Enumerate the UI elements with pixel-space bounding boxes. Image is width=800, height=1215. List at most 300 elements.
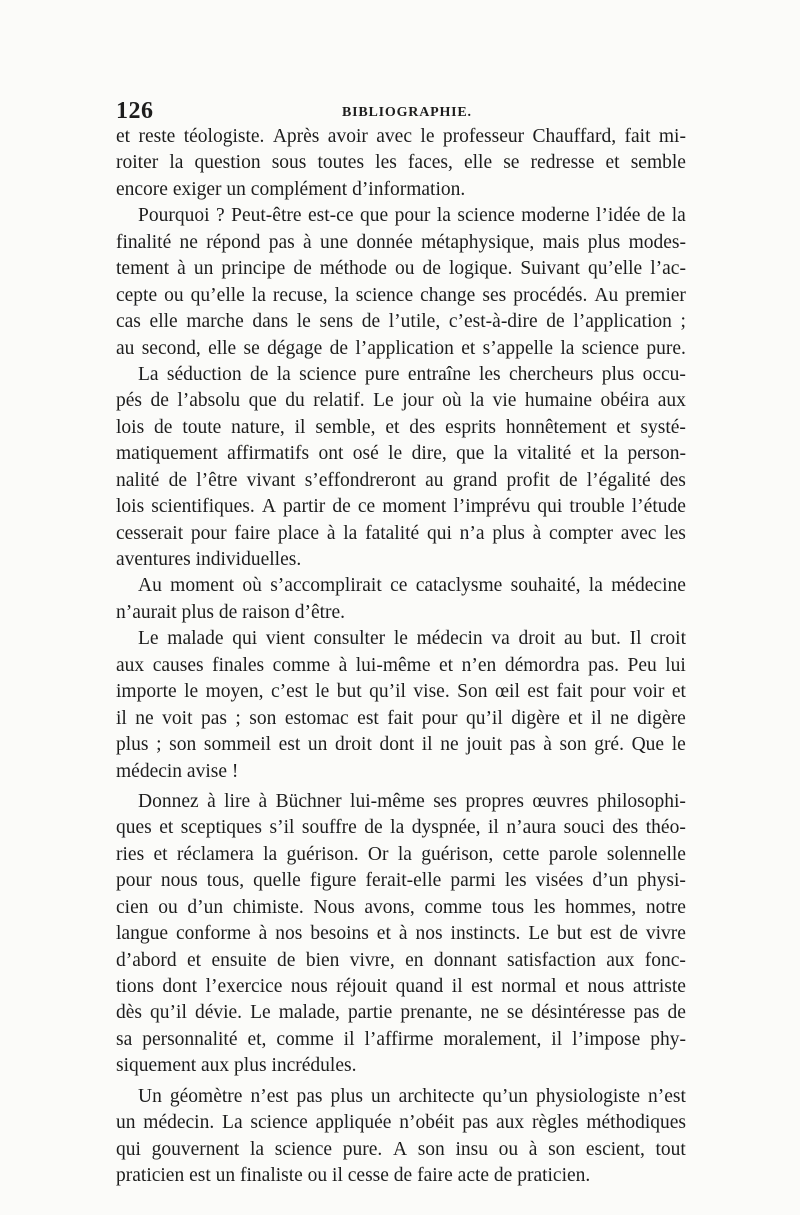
word: la bbox=[560, 337, 575, 359]
word: l’être bbox=[196, 469, 238, 491]
word: de bbox=[667, 1002, 686, 1024]
word: le bbox=[184, 681, 199, 703]
word: la bbox=[251, 284, 266, 306]
text-line bbox=[116, 1000, 686, 1026]
word: une bbox=[320, 231, 349, 253]
word: au bbox=[116, 337, 135, 359]
word: but bbox=[336, 681, 362, 703]
word: son bbox=[417, 1138, 445, 1160]
word: vivre, bbox=[349, 949, 395, 971]
word: dyspnée, bbox=[411, 817, 481, 839]
word: un bbox=[116, 1112, 136, 1134]
word: partir bbox=[283, 496, 326, 518]
word: parmi bbox=[450, 870, 496, 892]
word: de bbox=[332, 496, 351, 518]
text-line bbox=[116, 653, 686, 679]
word: n’a bbox=[459, 522, 485, 544]
text-line: aventures individuelles. bbox=[116, 549, 302, 570]
word: et bbox=[580, 443, 595, 465]
text-line bbox=[116, 441, 686, 467]
word: pour bbox=[394, 205, 431, 227]
word: mi- bbox=[658, 126, 686, 147]
word: elle bbox=[463, 152, 493, 174]
word: obéira bbox=[600, 390, 650, 412]
word: elle bbox=[149, 311, 178, 333]
word: lui-même bbox=[355, 654, 431, 676]
word: désintéresse bbox=[531, 1002, 626, 1024]
word: pas bbox=[633, 1002, 660, 1024]
word: des bbox=[612, 817, 639, 839]
word: normal bbox=[501, 976, 557, 997]
word: et bbox=[116, 126, 131, 147]
word: moment bbox=[170, 575, 235, 597]
word: un bbox=[193, 258, 214, 280]
word: semble, bbox=[315, 416, 376, 438]
word: est bbox=[527, 681, 549, 703]
word: lois bbox=[116, 496, 145, 518]
text-line bbox=[116, 415, 686, 441]
word: Büchner bbox=[275, 790, 342, 812]
word: les bbox=[375, 152, 397, 174]
word: finalité bbox=[116, 231, 172, 253]
word: dévie. bbox=[194, 1002, 243, 1024]
word: attriste bbox=[632, 976, 686, 997]
word: Le bbox=[138, 628, 159, 650]
word: nos bbox=[415, 923, 443, 945]
text-line bbox=[116, 230, 686, 256]
word: répond bbox=[206, 231, 261, 253]
word: le bbox=[388, 443, 403, 465]
text-line: praticien est un finaliste ou il cesse de faire acte de praticien. bbox=[116, 1165, 591, 1187]
word: science bbox=[355, 284, 414, 306]
word: entraîne bbox=[407, 363, 471, 385]
word: un bbox=[307, 734, 328, 756]
word: phy- bbox=[650, 1028, 686, 1050]
word: pas bbox=[296, 1085, 323, 1107]
word: se bbox=[503, 152, 520, 174]
word: ou bbox=[158, 896, 178, 918]
word: œil bbox=[494, 681, 520, 703]
word: jouit bbox=[466, 734, 502, 756]
word: dont bbox=[162, 976, 198, 997]
word: un bbox=[371, 1085, 391, 1107]
word: qui bbox=[537, 496, 563, 518]
word: lire bbox=[224, 790, 251, 812]
word: où bbox=[242, 575, 262, 597]
word: plus bbox=[116, 734, 149, 756]
word: plus bbox=[330, 1085, 363, 1107]
word: ce bbox=[390, 575, 408, 597]
word: quand bbox=[395, 976, 444, 997]
word: reste bbox=[138, 126, 176, 147]
word: la bbox=[588, 575, 603, 597]
word: la bbox=[276, 363, 291, 385]
word: sceptiques bbox=[180, 817, 263, 839]
word: hommes, bbox=[565, 896, 637, 918]
word: premier bbox=[625, 284, 686, 306]
word: importe bbox=[116, 681, 177, 703]
word: science bbox=[250, 1112, 308, 1134]
word: ques bbox=[116, 817, 152, 839]
word: nous bbox=[587, 976, 625, 997]
word: humaine bbox=[524, 390, 593, 412]
word: souci bbox=[563, 817, 605, 839]
page-number: 126 bbox=[116, 98, 154, 124]
word: pour bbox=[116, 870, 152, 892]
word: vie bbox=[492, 390, 517, 412]
word: change bbox=[420, 284, 476, 306]
word: dont bbox=[379, 734, 415, 756]
word: son bbox=[249, 707, 277, 729]
word: de bbox=[619, 923, 638, 945]
word: l’égalité bbox=[586, 469, 651, 491]
word: marche bbox=[186, 311, 244, 333]
word: toute bbox=[182, 416, 222, 438]
word: dès bbox=[116, 1002, 142, 1024]
word: les bbox=[504, 870, 527, 892]
text-line bbox=[116, 1027, 686, 1053]
word: sous bbox=[271, 152, 307, 174]
word: ne bbox=[480, 1002, 499, 1024]
word: redresse bbox=[530, 152, 595, 174]
word: mais bbox=[542, 231, 580, 253]
word: gouvernent bbox=[151, 1138, 240, 1160]
word: partie bbox=[347, 1002, 393, 1024]
word: Donnez bbox=[138, 790, 199, 812]
word: causes bbox=[152, 654, 204, 676]
word: comme bbox=[272, 654, 331, 676]
word: se bbox=[506, 1002, 524, 1024]
text-line bbox=[116, 1084, 686, 1110]
word: pas bbox=[200, 707, 227, 729]
word: ses bbox=[433, 790, 458, 812]
word: A bbox=[392, 1138, 408, 1160]
word: sa bbox=[116, 1028, 133, 1050]
word: et bbox=[616, 416, 631, 438]
word: médecin bbox=[416, 628, 483, 650]
word: second, bbox=[141, 337, 201, 359]
word: d’abord bbox=[116, 949, 177, 971]
word: recuse, bbox=[272, 284, 328, 306]
word: ferait-elle bbox=[365, 870, 442, 892]
word: méthode bbox=[319, 258, 387, 280]
word: cesserait bbox=[116, 522, 184, 544]
word: estomac bbox=[284, 707, 349, 729]
word: Au bbox=[594, 284, 619, 306]
word: nalité bbox=[116, 469, 160, 491]
word: le bbox=[315, 681, 330, 703]
word: ou bbox=[498, 1138, 519, 1160]
word: Il bbox=[629, 628, 642, 650]
word: fait bbox=[624, 126, 651, 147]
word: Pourquoi bbox=[138, 205, 210, 227]
text-line bbox=[116, 336, 686, 362]
word: le bbox=[671, 734, 686, 756]
word: la bbox=[470, 390, 485, 412]
word: vivant bbox=[246, 469, 296, 491]
word: de bbox=[364, 817, 383, 839]
word: avoir bbox=[327, 126, 368, 147]
word: la bbox=[493, 443, 508, 465]
word: est bbox=[589, 923, 612, 945]
word: qu’elle bbox=[190, 284, 245, 306]
word: métaphysique, bbox=[421, 231, 535, 253]
word: les bbox=[478, 363, 501, 385]
word: le bbox=[420, 126, 435, 147]
word: à bbox=[338, 654, 348, 676]
word: Peu bbox=[627, 654, 657, 676]
word: person- bbox=[627, 443, 686, 465]
word: œuvres bbox=[532, 790, 589, 812]
word: et bbox=[187, 949, 202, 971]
word: Or bbox=[367, 843, 389, 865]
word: lui-même bbox=[350, 790, 425, 812]
word: c’est bbox=[271, 681, 308, 703]
word: notre bbox=[645, 896, 686, 918]
word: au bbox=[564, 628, 583, 650]
word: il bbox=[488, 817, 499, 839]
word: pas bbox=[462, 1112, 489, 1134]
word: et bbox=[671, 681, 686, 703]
word: science bbox=[299, 363, 357, 385]
word: fatalité bbox=[365, 522, 420, 544]
word: figure bbox=[309, 870, 357, 892]
word: comme bbox=[276, 1028, 334, 1050]
word: fonc- bbox=[644, 949, 686, 971]
word: réclamera bbox=[176, 843, 254, 865]
word: plus bbox=[492, 522, 525, 544]
word: la bbox=[671, 205, 686, 227]
word: science bbox=[274, 1138, 333, 1160]
word: moyen, bbox=[205, 681, 264, 703]
word: Son bbox=[457, 681, 488, 703]
word: qui bbox=[232, 628, 258, 650]
word: aux bbox=[116, 654, 145, 676]
word: ses bbox=[482, 284, 507, 306]
word: et bbox=[159, 817, 174, 839]
word: que bbox=[359, 205, 389, 227]
text-line bbox=[116, 706, 686, 732]
word: insu bbox=[455, 1138, 488, 1160]
word: physiologiste bbox=[535, 1085, 640, 1107]
word: à bbox=[398, 923, 408, 945]
word: dégage bbox=[267, 337, 323, 359]
text-line bbox=[116, 573, 686, 599]
word: l’ac- bbox=[650, 258, 686, 280]
word: qu’elle bbox=[588, 258, 643, 280]
word: souhaité, bbox=[510, 575, 581, 597]
word: parole bbox=[548, 843, 598, 865]
word: les bbox=[533, 896, 556, 918]
word: dans bbox=[252, 311, 289, 333]
word: ries bbox=[116, 843, 145, 865]
text-line: siquement aux plus incrédules. bbox=[116, 1055, 357, 1077]
word: instincts. bbox=[450, 923, 521, 945]
word: Que bbox=[631, 734, 665, 756]
word: vitalité bbox=[517, 443, 572, 465]
word: avec bbox=[620, 522, 657, 544]
text-line bbox=[116, 732, 686, 758]
word: n’est bbox=[648, 1085, 686, 1107]
word: du bbox=[285, 390, 305, 412]
word: de bbox=[154, 416, 173, 438]
word: n’est bbox=[250, 1085, 289, 1107]
word: plus bbox=[601, 363, 635, 385]
word: la bbox=[334, 284, 349, 306]
word: solennelle bbox=[606, 843, 686, 865]
word: médecine bbox=[611, 575, 686, 597]
word: la bbox=[249, 1138, 265, 1160]
word: but bbox=[556, 923, 582, 945]
word: quelle bbox=[253, 870, 301, 892]
word: profit bbox=[506, 469, 550, 491]
word: sens bbox=[319, 311, 354, 333]
word: de bbox=[329, 337, 349, 359]
word: roiter bbox=[116, 152, 159, 174]
word: nous bbox=[290, 976, 328, 997]
word: il bbox=[116, 707, 127, 729]
word: de bbox=[168, 469, 187, 491]
word: il bbox=[451, 976, 463, 997]
text-line bbox=[116, 362, 686, 388]
word: à bbox=[207, 790, 216, 812]
word: Après bbox=[272, 126, 320, 147]
text-line bbox=[116, 842, 686, 868]
word: qu’il bbox=[150, 1002, 187, 1024]
word: principe bbox=[221, 258, 286, 280]
word: ou bbox=[394, 258, 415, 280]
word: dire, bbox=[411, 443, 447, 465]
word: médecin. bbox=[143, 1112, 215, 1134]
word: il bbox=[421, 734, 433, 756]
word: occu- bbox=[642, 363, 686, 385]
word: Un bbox=[138, 1085, 162, 1107]
word: langue bbox=[116, 923, 168, 945]
word: philosophi- bbox=[597, 790, 686, 812]
word: se bbox=[243, 337, 260, 359]
word: osé bbox=[352, 443, 379, 465]
word: science bbox=[581, 337, 640, 359]
word: droit bbox=[518, 628, 556, 650]
word: la bbox=[397, 843, 412, 865]
word: s’effondreront bbox=[304, 469, 416, 491]
word: avec bbox=[376, 126, 412, 147]
word: cette bbox=[502, 843, 540, 865]
word: il bbox=[343, 1028, 355, 1050]
word: semble bbox=[630, 152, 686, 174]
word: faces, bbox=[407, 152, 453, 174]
word: chercheurs bbox=[508, 363, 594, 385]
word: ce bbox=[357, 496, 376, 518]
running-title: BIBLIOGRAPHIE. bbox=[342, 105, 472, 120]
text-line bbox=[116, 679, 686, 705]
word: visées bbox=[535, 870, 584, 892]
word: compter bbox=[549, 522, 613, 544]
word: son bbox=[169, 734, 197, 756]
text-line: encore exiger un complément d’information. bbox=[116, 178, 466, 200]
text-line bbox=[116, 468, 686, 494]
word: croit bbox=[650, 628, 686, 650]
word: est bbox=[278, 734, 301, 756]
word: le bbox=[296, 311, 311, 333]
word: tions bbox=[116, 976, 154, 997]
word: à bbox=[326, 522, 336, 544]
word: place bbox=[277, 522, 320, 544]
word: de bbox=[559, 469, 578, 491]
word: de bbox=[277, 949, 296, 971]
text-line bbox=[116, 815, 686, 841]
text-line: médecin avise ! bbox=[116, 760, 239, 782]
word: procédés. bbox=[513, 284, 588, 306]
word: ne bbox=[610, 707, 629, 729]
word: de bbox=[422, 258, 441, 280]
word: l’absolu bbox=[177, 390, 241, 412]
word: et bbox=[461, 337, 476, 359]
text-line bbox=[116, 974, 686, 1000]
word: que bbox=[456, 443, 485, 465]
word: à bbox=[528, 1138, 538, 1160]
word: Nous bbox=[313, 896, 355, 918]
word: toutes bbox=[317, 152, 365, 174]
word: nature, bbox=[231, 416, 285, 438]
word: pure. bbox=[342, 1138, 383, 1160]
word: appliquée bbox=[315, 1112, 392, 1134]
word: chimiste. bbox=[232, 896, 304, 918]
word: qu’il bbox=[465, 707, 503, 729]
word: et bbox=[376, 923, 391, 945]
word: à bbox=[532, 522, 542, 544]
word: donnée bbox=[356, 231, 413, 253]
word: la bbox=[263, 843, 278, 865]
word: va bbox=[491, 628, 510, 650]
word: bien bbox=[305, 949, 340, 971]
text-line bbox=[116, 1110, 686, 1136]
word: et bbox=[439, 654, 454, 676]
word: cataclysme bbox=[415, 575, 503, 597]
word: de bbox=[546, 311, 565, 333]
word: ne bbox=[135, 707, 154, 729]
text-line: n’aurait plus de raison d’être. bbox=[116, 601, 346, 623]
word: de bbox=[361, 311, 381, 333]
word: géomètre bbox=[169, 1085, 243, 1107]
word: à bbox=[177, 258, 186, 280]
text-line bbox=[116, 124, 686, 150]
word: ; bbox=[156, 734, 162, 756]
word: l’utile, bbox=[388, 311, 441, 333]
word: qui bbox=[426, 522, 452, 544]
text-line bbox=[116, 895, 686, 921]
word: pour bbox=[190, 522, 227, 544]
word: cepte bbox=[116, 284, 158, 306]
word: ensuite bbox=[211, 949, 267, 971]
text-line bbox=[116, 283, 686, 309]
word: les bbox=[664, 522, 686, 544]
word: il bbox=[590, 707, 602, 729]
word: il bbox=[551, 1028, 563, 1050]
word: consulter bbox=[313, 628, 386, 650]
word: à bbox=[258, 790, 268, 812]
word: pas bbox=[268, 231, 295, 253]
word: de bbox=[646, 205, 666, 227]
word: son bbox=[548, 1138, 576, 1160]
word: digère bbox=[511, 707, 560, 729]
word: cas bbox=[116, 311, 141, 333]
text-line bbox=[116, 150, 686, 176]
word: pure bbox=[364, 363, 400, 385]
word: aux bbox=[657, 390, 686, 412]
text-line bbox=[116, 921, 686, 947]
word: s’il bbox=[269, 817, 295, 839]
